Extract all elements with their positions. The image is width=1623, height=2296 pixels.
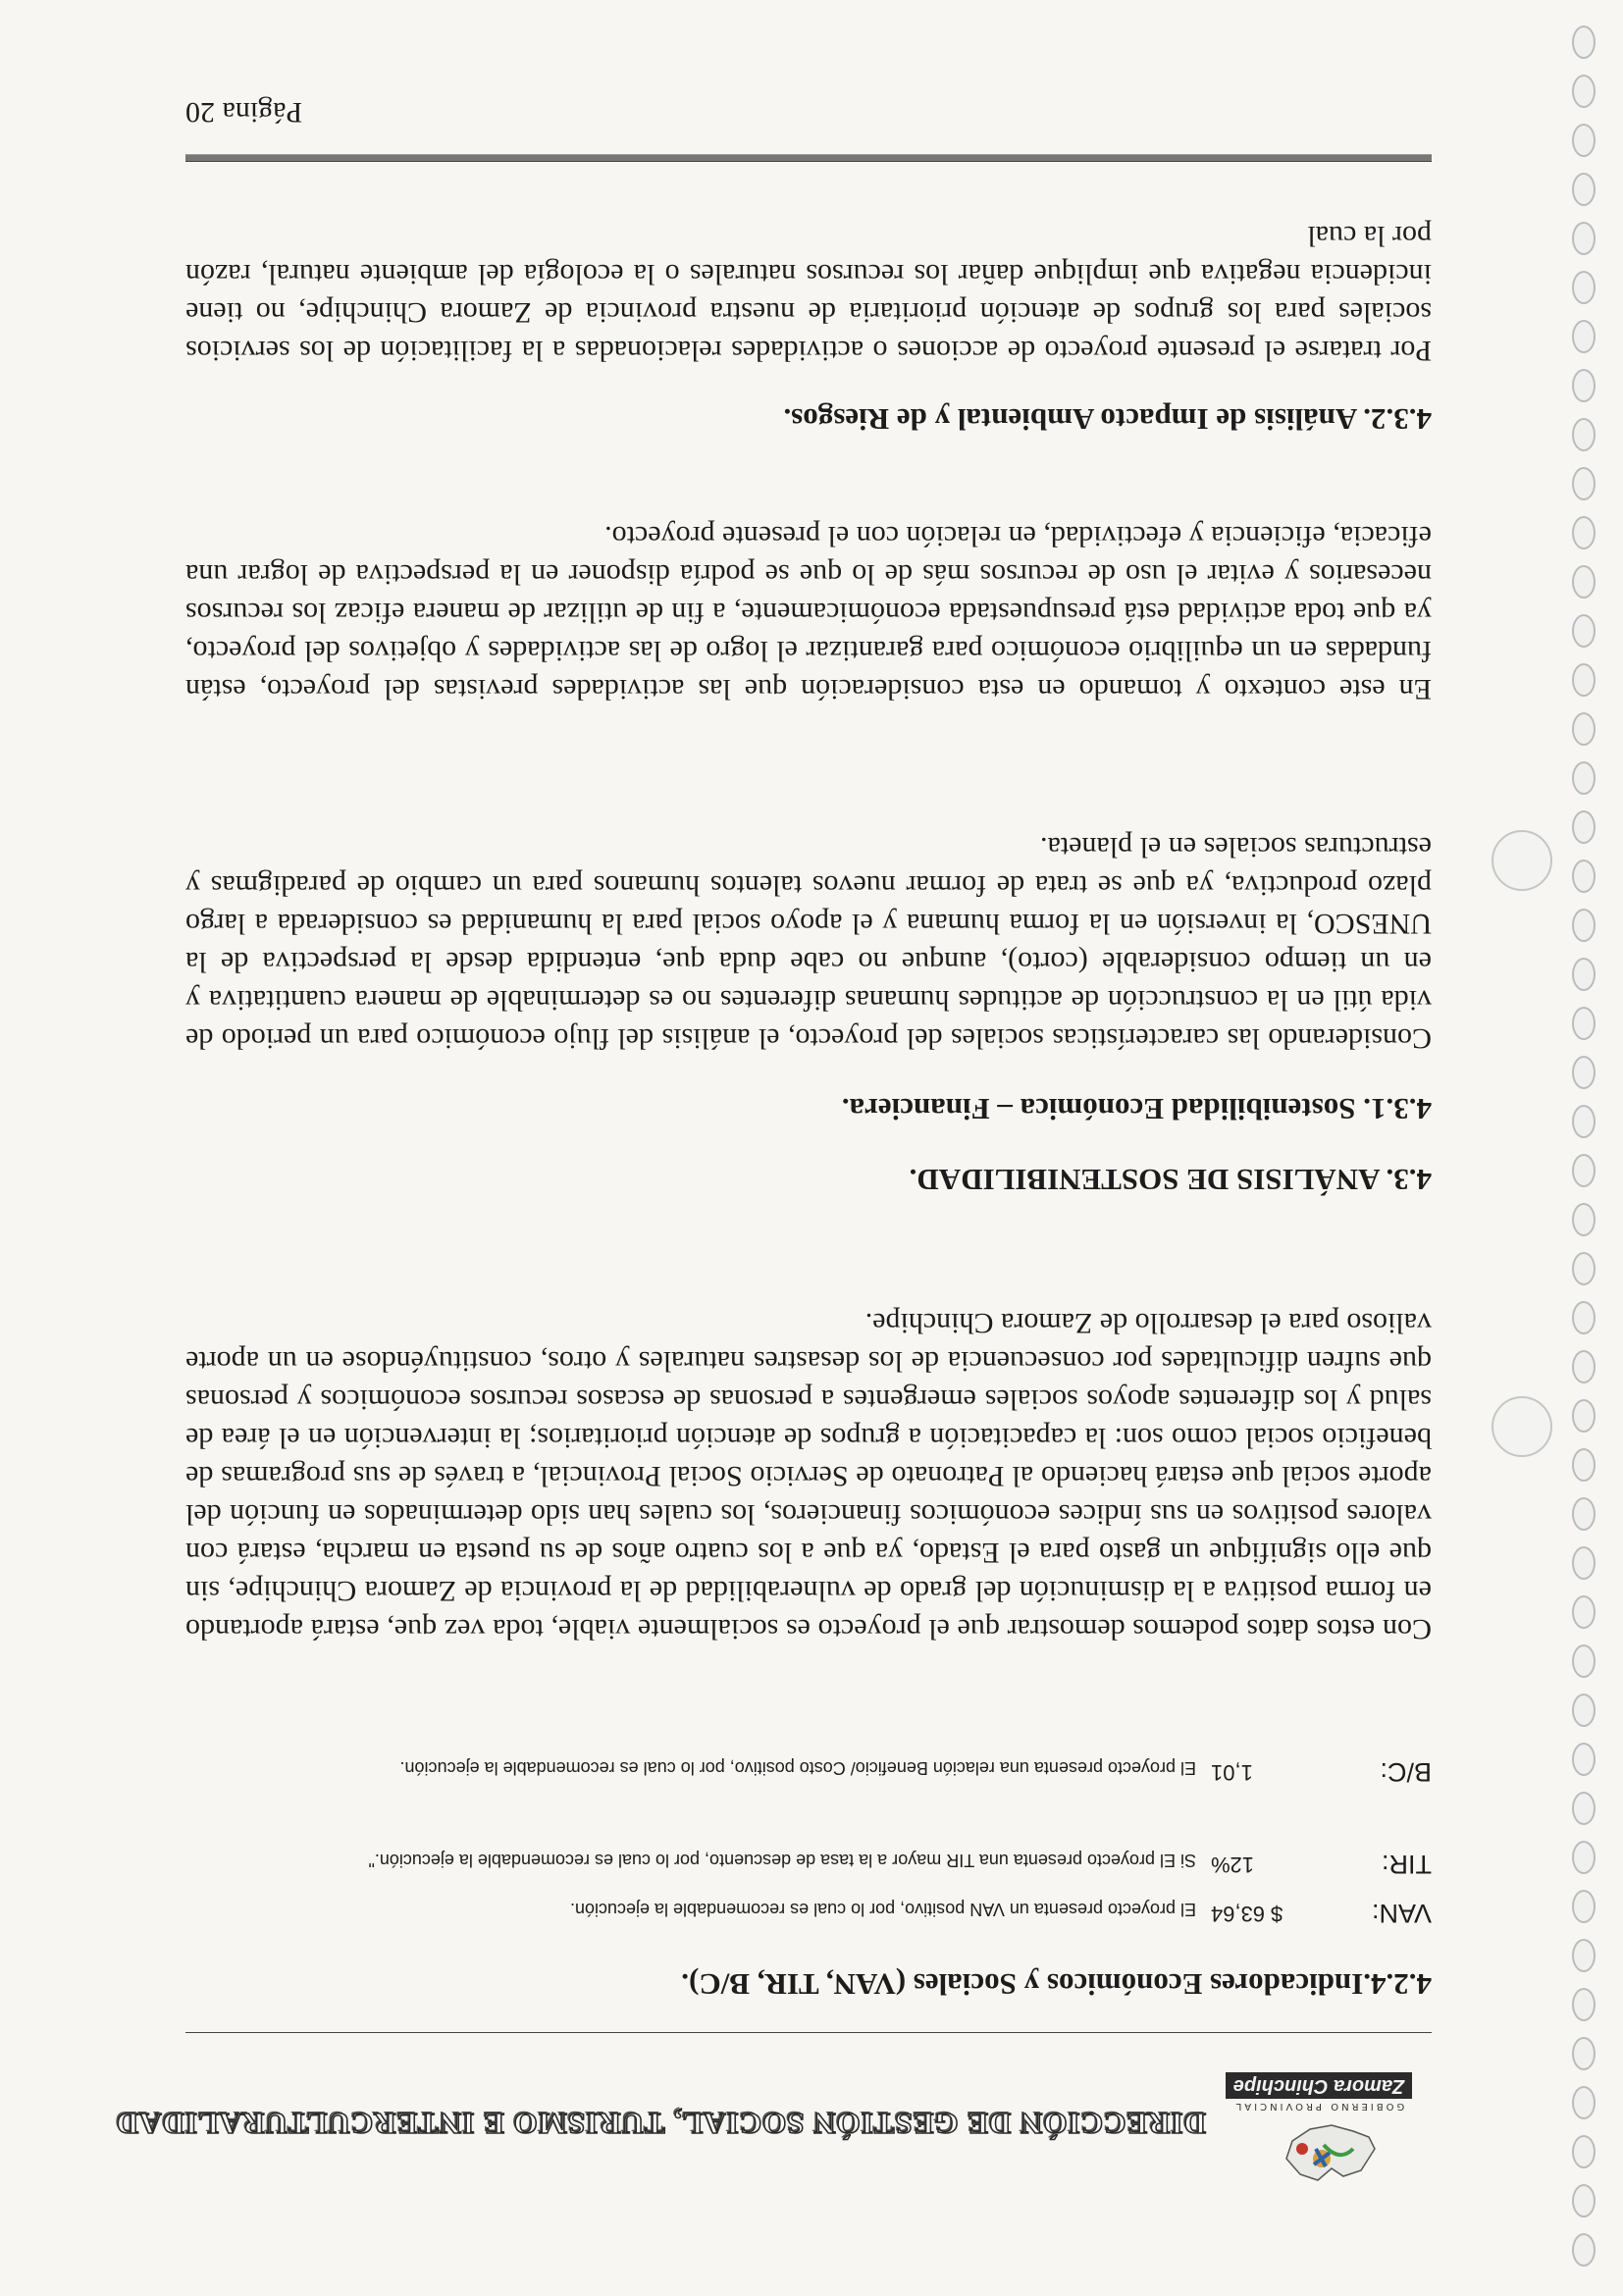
footer-divider: [185, 154, 1432, 162]
page-footer: [176, 83, 1441, 162]
punch-hole: [1492, 830, 1552, 891]
binder-hole: [1572, 1644, 1596, 1678]
indicator-row-bc: [303, 1695, 1432, 1787]
binder-hole: [1572, 2233, 1596, 2267]
binder-hole: [1572, 614, 1596, 648]
binder-hole: [1572, 1792, 1596, 1825]
paragraph-viabilidad: Con estos datos podemos demostrar que el proyecto es socialmente viable, toda vez que, estará aportando en forma positiva a la disminución del grado de vulnerabilidad de la provincia de Zamora Chinchipe, sin que ello signifique un gasto para el Estado, ya que a los cuatro años de su puesta en marcha, estará con valores positivos en sus índices económicos financieros, los cuales han sido determinados en función del aporte social que estará haciendo al Patronato de Servicio Social Provincial, a través de sus programas de beneficio social como son: la capacitación a grupos de atención prioritarios; la intervención en el área de salud y los diferentes apoyos sociales emergentes a personas de escasos recursos económicos y personas que sufren dificultades por consecuencia de los desastres naturales y otros, constituyéndose en un aporte valioso para el desarrollo de Zamora Chinchipe.: [185, 1307, 1432, 1645]
header-title: DIRECCIÓN DE GESTIÓN SOCIAL, TURISMO E INTERCULTURALIDAD: [115, 2107, 1206, 2141]
binder-hole: [1572, 2037, 1596, 2070]
binder-hole: [1572, 26, 1596, 59]
binder-hole: [1572, 2086, 1596, 2119]
binder-hole: [1572, 1448, 1596, 1482]
binder-hole: [1572, 1890, 1596, 1923]
binder-hole: [1572, 75, 1596, 108]
binder-hole: [1572, 1939, 1596, 1972]
indicators-table: [303, 1695, 1432, 1928]
indicator-label: TIR:: [1382, 1850, 1432, 1879]
binder-hole: [1572, 712, 1596, 746]
page-number: Página 20: [185, 96, 303, 129]
binder-hole: [1572, 761, 1596, 795]
page-header: [115, 2041, 1441, 2188]
binder-hole: [1572, 1743, 1596, 1776]
paragraph-impacto-ambiental: Por tratarse el presente proyecto de acciones o actividades relacionadas a la facilitación de los servicios sociales para los grupos de atención prioritaria de nuestra provincia de Zamora Chinchipe, no tiene incidencia negativa que implique dañar los recursos naturales o la ecología del ambiente natural, razón por la cual: [185, 220, 1432, 367]
logo-name: Zamora Chinchipe: [1226, 2072, 1412, 2099]
binder-hole: [1572, 909, 1596, 942]
indicator-row-van: [303, 1879, 1432, 1928]
paragraph-sostenibilidad: Considerando las características sociales del proyecto, el análisis del flujo económico para un periodo de vida útil en la construcción de actitudes humanas diferentes no es determinable de manera cuantitativa y en un tiempo considerable (corto), aunque no cabe duda que, entendida desde la perspectiva de la UNESCO, la inversión en la forma humana y el apoyo social para la humanidad es considerada a largo plazo productiva, ya que se trata de formar nuevos talentos humanos para un cambio de paradigmas y estructuras sociales en el planeta.: [185, 831, 1432, 1055]
binder-hole: [1572, 1252, 1596, 1285]
indicator-description: Si El proyecto presenta una TIR mayor a la tasa de descuento, por lo cual es recomendable la ejecución.": [368, 1851, 1196, 1870]
indicator-label: VAN:: [1371, 1899, 1432, 1928]
punch-hole: [1492, 1396, 1552, 1457]
binder-hole: [1572, 516, 1596, 549]
binder-hole: [1572, 1154, 1596, 1187]
binder-hole: [1572, 860, 1596, 893]
indicator-value: 1,01: [1211, 1760, 1253, 1785]
binder-hole: [1572, 271, 1596, 304]
binder-hole: [1572, 418, 1596, 451]
binder-hole: [1572, 369, 1596, 402]
binder-hole: [1572, 1105, 1596, 1138]
binder-hole: [1572, 810, 1596, 844]
binder-hole: [1572, 1841, 1596, 1874]
binder-hole: [1572, 320, 1596, 353]
binder-holes: [1562, 20, 1601, 2276]
indicator-row-tir: [303, 1787, 1432, 1879]
binder-hole: [1572, 1399, 1596, 1433]
logo-subtitle: GOBIERNO PROVINCIAL: [1232, 2101, 1405, 2112]
indicator-description: El proyecto presenta un VAN positivo, por lo cual es recomendable la ejecución.: [569, 1900, 1196, 1919]
paragraph-contexto: En este contexto y tomando en esta consideración que las actividades previstas del proyecto, están fundadas en un equilibrio económico para garantizar el logro de las actividades y objetivos del proyecto, ya que toda actividad está presupuestada económicamente, a fin de utilizar de manera eficaz los recursos necesarios y evitar el uso de recursos más de lo que se podría disponer en la perspectiva de lograr una eficacia, eficiencia y efectividad, en relación con el presente proyecto.: [185, 520, 1432, 705]
binder-hole: [1572, 1497, 1596, 1531]
header-divider: [185, 2032, 1432, 2033]
binder-hole: [1572, 1203, 1596, 1236]
binder-hole: [1572, 2135, 1596, 2168]
section-title-4-3-1: 4.3.1. Sostenibilidad Económica – Financiera.: [841, 1092, 1432, 1126]
binder-hole: [1572, 958, 1596, 991]
binder-hole: [1572, 1007, 1596, 1040]
section-title-4-2-4: 4.2.4.Indicadores Económicos y Sociales (VAN, TIR, B/C).: [681, 1967, 1432, 2002]
indicator-value: $ 63,64: [1211, 1902, 1283, 1926]
gobierno-provincial-logo: [1216, 2041, 1422, 2188]
binder-hole: [1572, 467, 1596, 500]
binder-hole: [1572, 1546, 1596, 1580]
binder-hole: [1572, 565, 1596, 599]
binder-hole: [1572, 222, 1596, 255]
binder-hole: [1572, 124, 1596, 157]
binder-hole: [1572, 1595, 1596, 1629]
binder-hole: [1572, 1350, 1596, 1383]
binder-hole: [1572, 2184, 1596, 2218]
indicator-label: B/C:: [1380, 1757, 1432, 1787]
indicator-description: El proyecto presenta una relación Beneficio/ Costo positivo, por lo cual es recomendable la ejecución.: [399, 1758, 1196, 1778]
indicator-value: 12%: [1211, 1852, 1255, 1877]
section-title-4-3-2: 4.3.2. Análisis de Impacto Ambiental y de Riesgos.: [783, 402, 1432, 437]
binder-hole: [1572, 1056, 1596, 1089]
binder-hole: [1572, 1694, 1596, 1727]
binder-hole: [1572, 1988, 1596, 2021]
binder-hole: [1572, 1301, 1596, 1334]
binder-hole: [1572, 173, 1596, 206]
binder-hole: [1572, 663, 1596, 697]
province-map-icon: [1275, 2117, 1383, 2188]
section-title-4-3: 4.3. ANÁLISIS DE SOSTENIBILIDAD.: [909, 1163, 1432, 1197]
